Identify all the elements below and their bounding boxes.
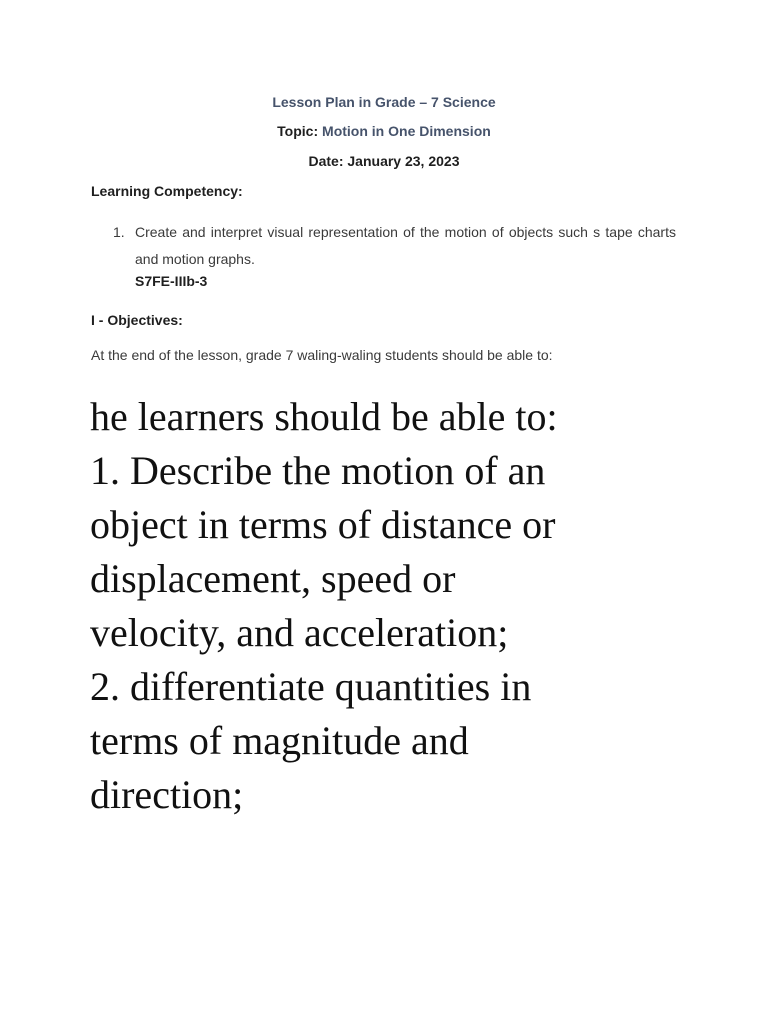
large-text-line: 1. Describe the motion of an	[90, 448, 546, 493]
competency-code: S7FE-IIIb-3	[135, 273, 208, 289]
competency-item-number: 1.	[113, 224, 125, 240]
topic-value: Motion in One Dimension	[322, 123, 491, 139]
objectives-large-text	[90, 390, 690, 822]
large-text-line: direction;	[90, 772, 244, 817]
topic-label: Topic:	[277, 123, 319, 139]
lesson-title: Lesson Plan in Grade – 7 Science	[272, 94, 496, 110]
competency-list	[113, 219, 676, 273]
large-text-line: he learners should be able to:	[90, 394, 558, 439]
large-text-line: terms of magnitude and	[90, 718, 469, 763]
competency-item	[113, 219, 676, 273]
large-text-line: displacement, speed or	[90, 556, 456, 601]
large-text-line: object in terms of distance or	[90, 502, 556, 547]
competency-heading: Learning Competency:	[91, 183, 243, 199]
large-text-line: 2. differentiate quantities in	[90, 664, 532, 709]
competency-item-text: Create and interpret visual representation of the motion of objects such s tape charts and motion graphs.	[135, 224, 676, 267]
lesson-date: Date: January 23, 2023	[308, 153, 460, 169]
objectives-heading: I - Objectives:	[91, 312, 183, 328]
lesson-topic	[0, 123, 768, 139]
large-text-line: velocity, and acceleration;	[90, 610, 509, 655]
objectives-intro: At the end of the lesson, grade 7 waling-waling students should be able to:	[91, 347, 553, 363]
